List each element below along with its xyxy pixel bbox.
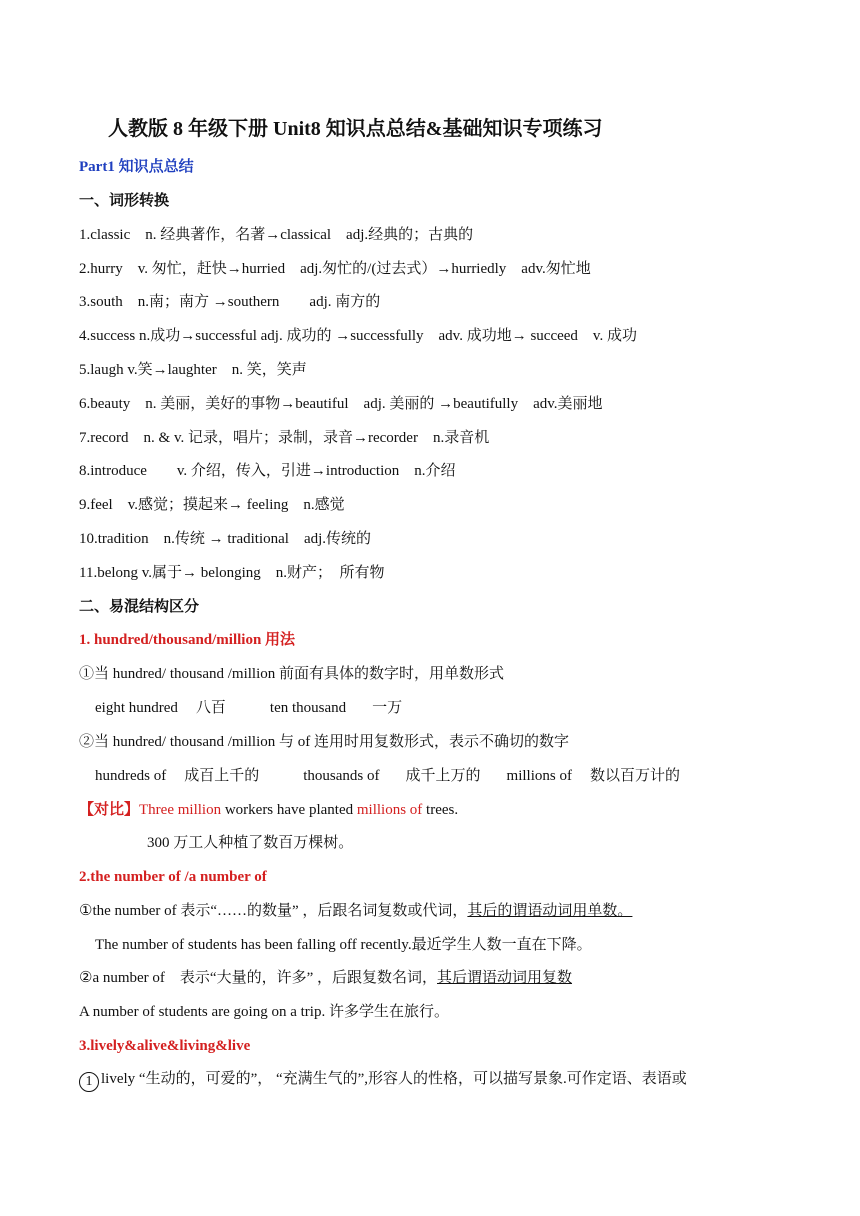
word-item: 6.beauty n. 美丽，美好的事物→beautiful adj. 美丽的 →beautifully adv.美丽地 <box>79 396 603 412</box>
word-item: 4.success n.成功→successful adj. 成功的 →successfully adv. 成功地→ succeed v. 成功 <box>79 328 637 344</box>
example-phrase: eight hundred <box>95 700 178 716</box>
example-phrase: hundreds of <box>95 768 167 784</box>
item2-rule2 <box>79 968 572 988</box>
item1-rule1: ①当 hundred/ thousand /million 前面有具体的数字时，用单数形式 <box>79 666 504 682</box>
example-translation: 成千上万的 <box>405 768 481 784</box>
item1-example1 <box>95 698 402 718</box>
section2-heading: 二、易混结构区分 <box>79 599 200 615</box>
circled-number: 1 <box>79 1072 99 1092</box>
item1-compare-translation: 300 万工人种植了数百万棵树。 <box>147 835 354 851</box>
part1-heading: Part1 知识点总结 <box>79 159 194 175</box>
rule-text: lively “生动的，可爱的”， “充满生气的”,形容人的性格，可以描写景象.可作定语、表语或 <box>101 1071 687 1087</box>
rule-text: ①the number of 表示“……的数量” ，后跟名词复数或代词， <box>79 903 468 919</box>
compare-text: workers have planted <box>221 802 357 818</box>
compare-highlight: millions of <box>356 802 423 818</box>
item2-example2: A number of students are going on a trip. 许多学生在旅行。 <box>79 1004 449 1020</box>
rule-text: ②a number of 表示“大量的，许多” ，后跟复数名词， <box>79 970 437 986</box>
item3-heading: 3.lively&alive&living&live <box>79 1038 251 1054</box>
word-item: 9.feel v.感觉；摸起来→ feeling n.感觉 <box>79 497 345 513</box>
item1-heading: 1. hundred/thousand/million 用法 <box>79 632 296 648</box>
example-translation: 八百 <box>195 700 226 716</box>
word-item: 5.laugh v.笑→laughter n. 笑，笑声 <box>79 362 307 378</box>
example-phrase: thousands of <box>303 768 380 784</box>
item1-example2 <box>95 766 680 786</box>
word-item: 1.classic n. 经典著作，名著→classical adj.经典的；古典的 <box>79 227 474 243</box>
compare-text: trees. <box>422 802 459 818</box>
item2-heading: 2.the number of /a number of <box>79 869 267 885</box>
example-phrase: ten thousand <box>269 700 347 716</box>
document-title: 人教版 8 年级下册 Unit8 知识点总结&基础知识专项练习 <box>108 118 603 140</box>
rule-underlined: 其后谓语动词用复数 <box>437 970 573 986</box>
word-item: 7.record n. & v. 记录，唱片；录制，录音→recorder n.录音机 <box>79 430 490 446</box>
word-item: 2.hurry v. 匆忙，赶快→hurried adj.匆忙的/(过去式）→hurriedly adv.匆忙地 <box>79 261 591 277</box>
item2-rule1 <box>79 901 632 921</box>
item1-compare <box>79 800 458 820</box>
item3-rule1-line <box>79 1069 687 1092</box>
word-item: 10.tradition n.传统 → traditional adj.传统的 <box>79 531 372 547</box>
item1-rule2: ②当 hundred/ thousand /million 与 of 连用时用复数形式，表示不确切的数字 <box>79 734 569 750</box>
rule-underlined: 其后的谓语动词用单数。 <box>467 903 633 919</box>
example-translation: 一万 <box>372 700 403 716</box>
word-item: 3.south n.南；南方 →southern adj. 南方的 <box>79 294 381 310</box>
compare-tag: 【对比】 <box>79 802 140 818</box>
word-item: 8.introduce v. 介绍，传入，引进→introduction n.介绍 <box>79 463 456 479</box>
item2-example1: The number of students has been falling off recently.最近学生人数一直在下降。 <box>95 937 592 953</box>
example-translation: 成百上千的 <box>184 768 260 784</box>
compare-highlight: Three million <box>139 802 222 818</box>
word-item: 11.belong v.属于→ belonging n.财产； 所有物 <box>79 565 385 581</box>
example-translation: 数以百万计的 <box>589 768 680 784</box>
section1-heading: 一、词形转换 <box>79 193 170 209</box>
example-phrase: millions of <box>506 768 572 784</box>
